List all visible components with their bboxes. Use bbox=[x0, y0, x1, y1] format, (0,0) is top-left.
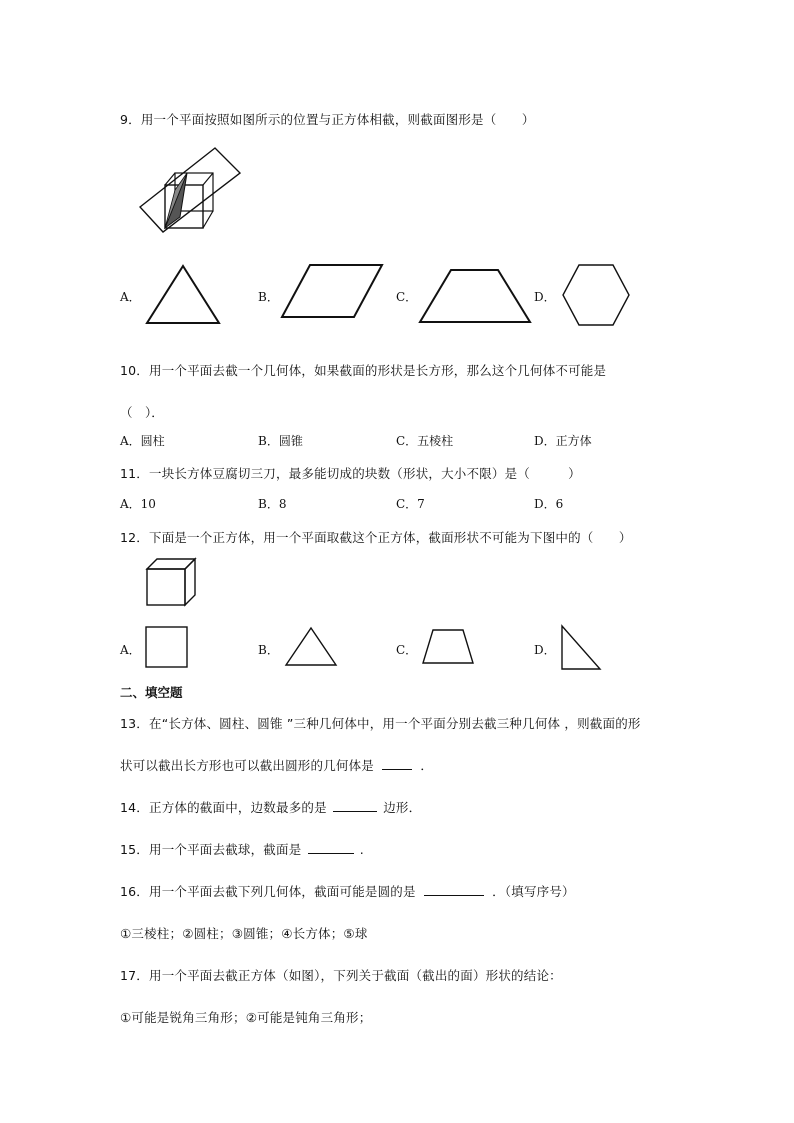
cube-cut-by-plane-figure bbox=[135, 145, 245, 240]
question-10-text: 10．用一个平面去截一个几何体，如果截面的形状是长方形，那么这个几何体不可能是 bbox=[120, 363, 607, 378]
question-12-text: 12．下面是一个正方体，用一个平面取截这个正方体，截面形状不可能为下图中的（ ） bbox=[120, 530, 632, 545]
trapezoid-shape bbox=[421, 629, 475, 665]
q12-option-a-label[interactable]: A． bbox=[120, 643, 141, 657]
question-17-items: ①可能是锐角三角形；②可能是钝角三角形； bbox=[120, 1010, 372, 1025]
answer-blank[interactable] bbox=[382, 758, 412, 770]
question-9-text: 9．用一个平面按照如图所示的位置与正方体相截，则截面图形是（ ） bbox=[120, 112, 535, 127]
cube-figure bbox=[145, 557, 197, 607]
question-13-text-line1: 13．在“长方体、圆柱、圆锥 ”三种几何体中，用一个平面分别去截三种几何体 ，则截面的形 bbox=[120, 716, 641, 731]
q16-text-after-blank: ．（填写序号） bbox=[492, 884, 575, 899]
q9-option-a-label[interactable]: A． bbox=[120, 290, 141, 304]
section-title-fill-in: 二、填空题 bbox=[120, 685, 183, 700]
trapezoid-shape bbox=[418, 268, 532, 324]
question-13-text-line2 bbox=[120, 756, 433, 774]
triangle-shape bbox=[284, 627, 338, 667]
q11-option-a[interactable]: A．10 bbox=[120, 497, 156, 511]
q12-option-d-label[interactable]: D． bbox=[534, 643, 556, 657]
q15-text-before-blank: 15．用一个平面去截球，截面是 bbox=[120, 842, 302, 857]
q12-option-b-label[interactable]: B． bbox=[258, 643, 279, 657]
question-16-items: ①三棱柱；②圆柱；③圆锥；④长方体；⑤球 bbox=[120, 926, 368, 941]
q15-text-after-blank: . bbox=[359, 842, 364, 857]
q10-option-c[interactable]: C．五棱柱 bbox=[396, 434, 454, 448]
q14-text-before-blank: 14．正方体的截面中，边数最多的是 bbox=[120, 800, 327, 815]
q16-text-before-blank: 16．用一个平面去截下列几何体，截面可能是圆的是 bbox=[120, 884, 416, 899]
question-16-text bbox=[120, 882, 575, 900]
right-triangle-shape bbox=[560, 625, 602, 671]
question-11-text: 11．一块长方体豆腐切三刀，最多能切成的块数（形状，大小不限）是（ ） bbox=[120, 466, 581, 481]
question-15-text bbox=[120, 840, 364, 858]
parallelogram-shape bbox=[280, 263, 384, 319]
q13-text-after-blank: ． bbox=[420, 758, 434, 773]
q11-option-c[interactable]: C．7 bbox=[396, 497, 425, 511]
question-10-answer-paren: （ ）． bbox=[120, 405, 164, 420]
square-shape bbox=[145, 626, 189, 668]
answer-blank[interactable] bbox=[424, 884, 484, 896]
q11-option-d[interactable]: D．6 bbox=[534, 497, 564, 511]
q10-option-a[interactable]: A．圆柱 bbox=[120, 434, 165, 448]
hexagon-shape bbox=[561, 264, 631, 326]
q10-option-d[interactable]: D．正方体 bbox=[534, 434, 592, 448]
answer-blank[interactable] bbox=[308, 842, 354, 854]
triangle-shape bbox=[145, 265, 221, 325]
q9-option-b-label[interactable]: B． bbox=[258, 290, 279, 304]
question-17-text: 17．用一个平面去截正方体（如图），下列关于截面（截出的面）形状的结论： bbox=[120, 968, 562, 983]
q14-text-after-blank: 边形． bbox=[383, 800, 422, 815]
answer-blank[interactable] bbox=[333, 800, 377, 812]
q12-option-c-label[interactable]: C． bbox=[396, 643, 418, 657]
q11-option-b[interactable]: B．8 bbox=[258, 497, 287, 511]
q9-option-c-label[interactable]: C． bbox=[396, 290, 418, 304]
q13-text-before-blank: 状可以截出长方形也可以截出圆形的几何体是 bbox=[120, 758, 375, 773]
q10-option-b[interactable]: B．圆锥 bbox=[258, 434, 303, 448]
q9-option-d-label[interactable]: D． bbox=[534, 290, 556, 304]
question-14-text bbox=[120, 798, 421, 816]
